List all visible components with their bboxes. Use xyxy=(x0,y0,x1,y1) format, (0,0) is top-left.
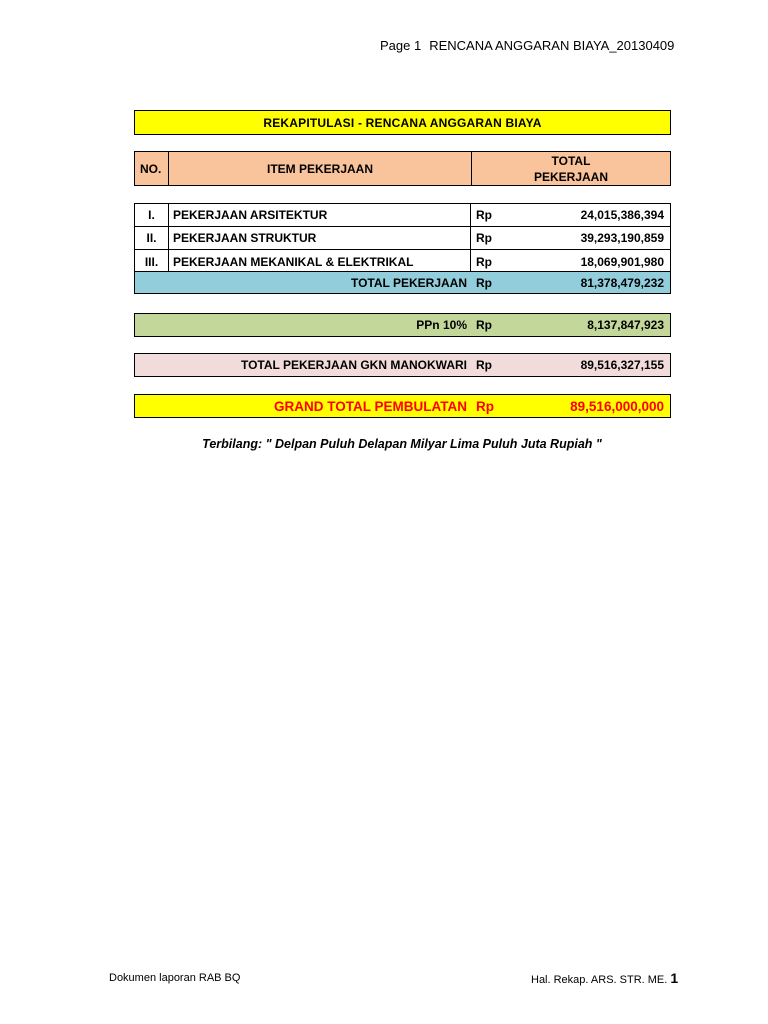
col-header-no: NO. xyxy=(135,152,169,185)
col-header-total-line2: PEKERJAAN xyxy=(533,169,608,184)
ppn-label: PPn 10% xyxy=(416,318,467,332)
table-row xyxy=(135,250,670,273)
row-number: I. xyxy=(135,204,169,226)
grand-total-label: GRAND TOTAL PEMBULATAN xyxy=(274,398,467,414)
row-item-name: PEKERJAAN ARSITEKTUR xyxy=(169,204,471,226)
table-header xyxy=(134,151,671,186)
row-amount: 18,069,901,980 xyxy=(580,254,664,269)
row-item-name: PEKERJAAN MEKANIKAL & ELEKTRIKAL xyxy=(169,250,471,273)
grand-total-amount: 89,516,000,000 xyxy=(570,398,664,414)
row-item-name: PEKERJAAN STRUKTUR xyxy=(169,227,471,249)
table-row xyxy=(135,204,670,227)
page-label: Page 1 xyxy=(380,38,422,53)
total-gkn-row xyxy=(134,353,671,377)
col-header-total xyxy=(472,152,670,185)
grand-total-currency: Rp xyxy=(476,398,494,414)
table-row xyxy=(135,227,670,250)
col-header-item: ITEM PEKERJAAN xyxy=(169,152,472,185)
ppn-amount: 8,137,847,923 xyxy=(587,318,664,332)
total-gkn-amount: 89,516,327,155 xyxy=(580,358,664,372)
footer-section-label: Hal. Rekap. ARS. STR. ME. xyxy=(531,974,668,986)
total-pekerjaan-currency: Rp xyxy=(476,275,492,290)
items-table xyxy=(134,203,671,272)
ppn-currency: Rp xyxy=(476,318,492,332)
amount-in-words: Terbilang: " Delpan Puluh Delapan Milyar Lima Puluh Juta Rupiah " xyxy=(202,437,602,451)
row-amount: 24,015,386,394 xyxy=(580,208,664,222)
page-header xyxy=(380,38,674,53)
footer-document-label: Dokumen laporan RAB BQ xyxy=(109,972,241,984)
row-currency: Rp xyxy=(476,231,492,245)
row-amount: 39,293,190,859 xyxy=(580,231,664,245)
total-pekerjaan-amount: 81,378,479,232 xyxy=(580,275,664,290)
total-gkn-currency: Rp xyxy=(476,358,492,372)
total-gkn-label: TOTAL PEKERJAAN GKN MANOKWARI xyxy=(240,358,467,372)
row-currency: Rp xyxy=(476,208,492,222)
recap-title: REKAPITULASI - RENCANA ANGGARAN BIAYA xyxy=(134,110,671,135)
row-currency: Rp xyxy=(476,254,492,269)
total-pekerjaan-row xyxy=(134,271,671,294)
row-number: III. xyxy=(135,250,169,273)
document-name: RENCANA ANGGARAN BIAYA_20130409 xyxy=(429,38,675,53)
footer-page-number: 1 xyxy=(670,970,679,986)
ppn-row xyxy=(134,313,671,337)
total-pekerjaan-label: TOTAL PEKERJAAN xyxy=(350,275,467,290)
footer-page-info xyxy=(531,970,678,986)
grand-total-row xyxy=(134,394,671,418)
row-number: II. xyxy=(135,227,169,249)
col-header-total-line1: TOTAL xyxy=(551,153,591,168)
